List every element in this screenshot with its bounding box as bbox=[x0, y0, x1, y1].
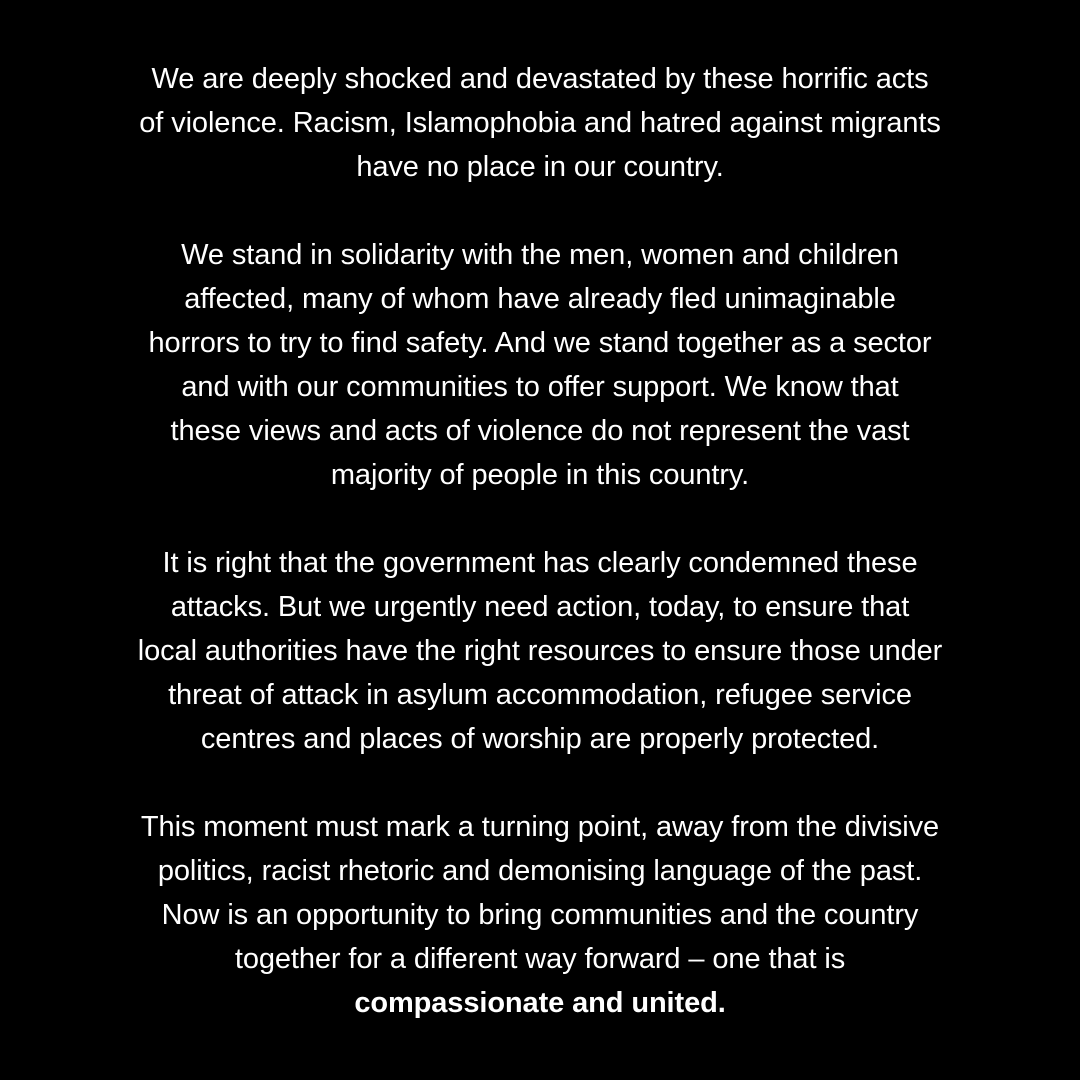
text-line: attacks. But we urgently need action, today, to ensure that bbox=[170, 591, 910, 623]
closing-emphasis: compassionate and united. bbox=[354, 987, 726, 1019]
text-line: We stand in solidarity with the men, women and children bbox=[181, 239, 899, 271]
text-line: have no place in our country. bbox=[356, 151, 724, 183]
text-line: politics, racist rhetoric and demonising language of the past. bbox=[157, 855, 923, 887]
text-line: and with our communities to offer support. We know that bbox=[181, 371, 899, 403]
paragraph-2 bbox=[0, 233, 1080, 497]
text-line: of violence. Racism, Islamophobia and hatred against migrants bbox=[139, 107, 941, 139]
paragraph-3 bbox=[0, 541, 1080, 761]
text-line: these views and acts of violence do not represent the vast bbox=[170, 415, 910, 447]
text-line: It is right that the government has clearly condemned these bbox=[162, 547, 918, 579]
text-line: local authorities have the right resources to ensure those under bbox=[137, 635, 943, 667]
text-line: horrors to try to find safety. And we stand together as a sector bbox=[148, 327, 932, 359]
text-line: Now is an opportunity to bring communities and the country bbox=[161, 899, 919, 931]
paragraph-1 bbox=[0, 57, 1080, 189]
text-line: This moment must mark a turning point, away from the divisive bbox=[140, 811, 940, 843]
text-line: threat of attack in asylum accommodation, refugee service bbox=[168, 679, 912, 711]
text-line: together for a different way forward – one that is bbox=[234, 943, 846, 975]
statement-text bbox=[0, 57, 1080, 1025]
text-line: affected, many of whom have already fled unimaginable bbox=[184, 283, 896, 315]
text-line: majority of people in this country. bbox=[330, 459, 750, 491]
paragraph-spacer bbox=[0, 761, 1080, 805]
paragraph-spacer bbox=[0, 189, 1080, 233]
paragraph-spacer bbox=[0, 497, 1080, 541]
text-line: We are deeply shocked and devastated by these horrific acts bbox=[151, 63, 929, 95]
paragraph-4 bbox=[0, 805, 1080, 1025]
text-line: centres and places of worship are properly protected. bbox=[200, 723, 880, 755]
